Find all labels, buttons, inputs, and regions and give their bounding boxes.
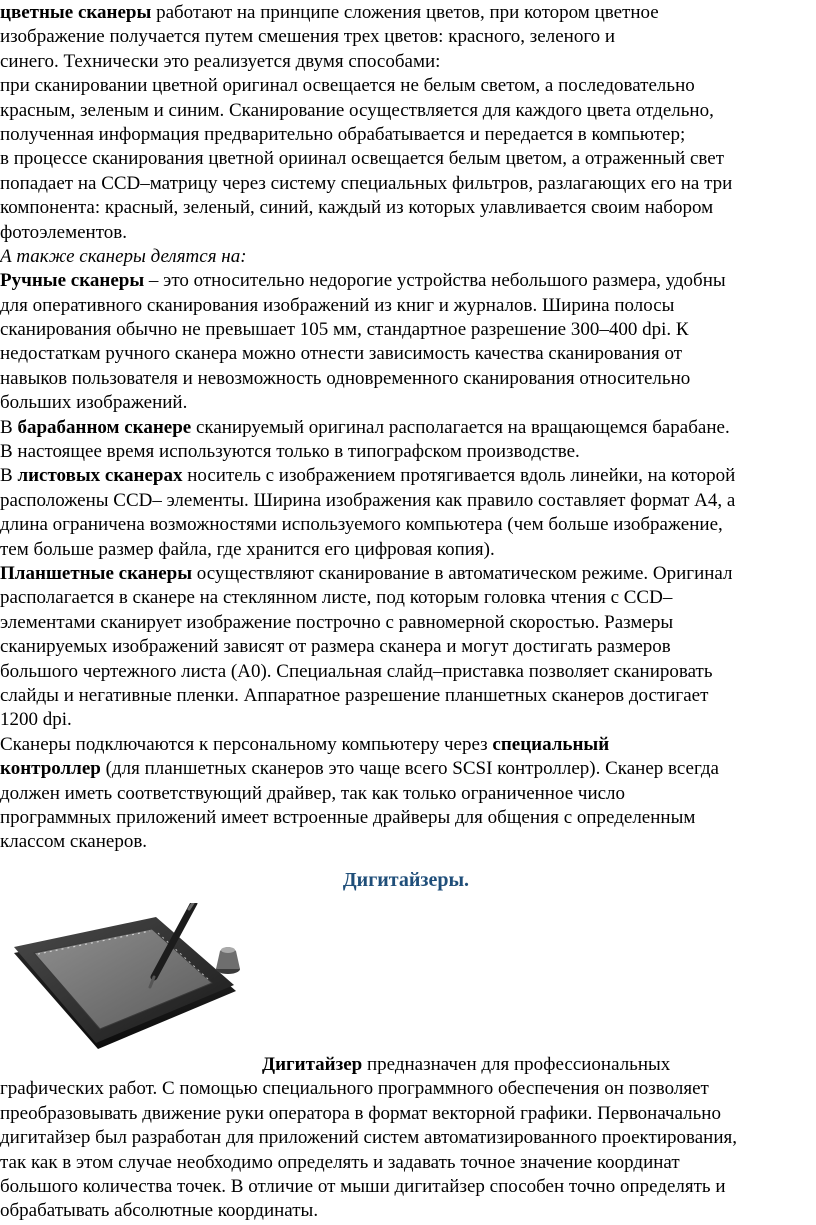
term-flatbed-scanners: Планшетные сканеры [0,562,193,584]
paragraph-digitizer [0,1053,816,1224]
text-line: сканируемых изображений зависят от размера сканера и могут достигать размеров [0,636,671,658]
paragraph-sheet-scanners [0,464,816,488]
heading-text: Дигитайзеры. [342,869,470,891]
paragraph-color-scanners [0,1,816,25]
text-line: изображение получается путем смешения трех цветов: красного, зеленого и [0,26,616,48]
term-color-scanners: цветные сканеры [0,2,152,23]
mouse-puck-top [221,947,235,953]
paragraph-handheld-scanners [0,269,816,293]
text-fragment: В [0,416,18,438]
section-heading-digitizers [0,868,816,892]
text-line: слайды и негативные пленки. Аппаратное разрешение планшетных сканеров достигает [0,684,709,706]
text-fragment: В [0,465,18,487]
text-line: работают на принципе сложения цветов, при котором цветное [151,2,659,23]
text-line [0,757,816,781]
text-fragment: Сканеры подключаются к персональному компьютеру через [0,733,493,755]
text-fragment: носитель с изображением протягивается вдоль линейки, на которой [182,465,736,487]
text-line: классом сканеров. [0,831,148,853]
text-line: элементами сканирует изображение построчно с равномерной скоростью. Размеры [0,611,674,633]
italic-text: А также сканеры делятся на: [0,245,247,267]
text-line: большого количества точек. В отличие от мыши дигитайзер способен точно определять и [0,1175,726,1197]
text-line: тем больше размер файла, где хранится его цифровая копия). [0,538,495,560]
term-handheld-scanners: Ручные сканеры [0,270,145,292]
text-fragment: сканируемый оригинал располагается на вращающемся барабане. [191,416,730,438]
text-line: при сканировании цветной оригинал освещается не белым светом, а последовательно [0,75,695,97]
term-drum-scanner: барабанном сканере [17,416,192,438]
text-line: – это относительно недорогие устройства небольшого размера, удобны [144,270,726,292]
text-line: сканирования обычно не превышает 105 мм, стандартное разрешение 300–400 dpi. К [0,319,689,341]
text-line: дигитайзер был разработан для приложений систем автоматизированного проектирования, [0,1127,737,1149]
text-line: компонента: красный, зеленый, синий, каждый из которых улавливается своим набором [0,197,714,219]
text-line: большого чертежного листа (А0). Специальная слайд–приставка позволяет сканировать [0,660,713,682]
term-digitizer: Дигитайзер [262,1054,363,1075]
text-line: преобразовывать движение руки оператора в формат векторной графики. Первоначально [0,1102,721,1124]
text-line: синего. Технически это реализуется двумя способами: [0,50,441,72]
text-line: недостаткам ручного сканера можно отнести зависимость качества сканирования от [0,343,683,365]
text-line: красным, зеленым и синим. Сканирование осуществляется для каждого цвета отдельно, [0,99,714,121]
term-sheet-scanners: листовых сканерах [17,465,183,487]
text-line: навыков пользователя и невозможность одновременного сканирования относительно [0,367,691,389]
text-line: так как в этом случае необходимо определять и задавать точное значение координат [0,1151,680,1173]
text-line: располагается в сканере на стеклянном листе, под которым головка чтения с CCD– [0,587,673,609]
text-line: в процессе сканирования цветной ориинал освещается белым цветом, а отраженный свет [0,148,725,170]
text-line: для оперативного сканирования изображений из книг и журналов. Ширина полосы [0,294,675,316]
text-line: попадает на CCD–матрицу через систему специальных фильтров, разлагающих его на три [0,172,733,194]
term-special-controller: специальный [492,733,610,755]
term-controller: контроллер [0,758,101,780]
text-fragment: осуществляют сканирование в автоматическом режиме. Оригинал [192,562,733,584]
italic-subheading [0,245,816,269]
text-line: должен иметь соответствующий драйвер, так как только ограниченное число [0,782,626,804]
text-fragment: (для планшетных сканеров это чаще всего SCSI контроллер). Сканер всегда [100,758,719,780]
paragraph-drum-scanner [0,416,816,440]
text-line: расположены CCD– элементы. Ширина изображения как правило составляет формат А4, а [0,489,736,511]
text-line: обрабатывать абсолютные координаты. [0,1200,319,1222]
text-line: длина ограничена возможностями используемого компьютера (чем больше изображение, [0,514,723,536]
paragraph-connection [0,733,816,757]
text-line: В настоящее время используются только в типографском производстве. [0,441,580,463]
paragraph-flatbed-scanners [0,562,816,586]
text-line: графических работ. С помощью специального программного обеспечения он позволяет [0,1078,709,1100]
graphics-tablet-with-stylus-icon [8,903,248,1053]
text-line: полученная информация предварительно обрабатывается и передается в компьютер; [0,123,686,145]
text-line: 1200 dpi. [0,709,72,731]
text-line [0,1053,816,1077]
text-fragment: предназначен для профессиональных [362,1054,671,1075]
text-line: фотоэлементов. [0,221,127,243]
text-line: программных приложений имеет встроенные драйверы для общения с определенным [0,806,696,828]
document-body [0,1,816,855]
text-line: больших изображений. [0,392,188,414]
